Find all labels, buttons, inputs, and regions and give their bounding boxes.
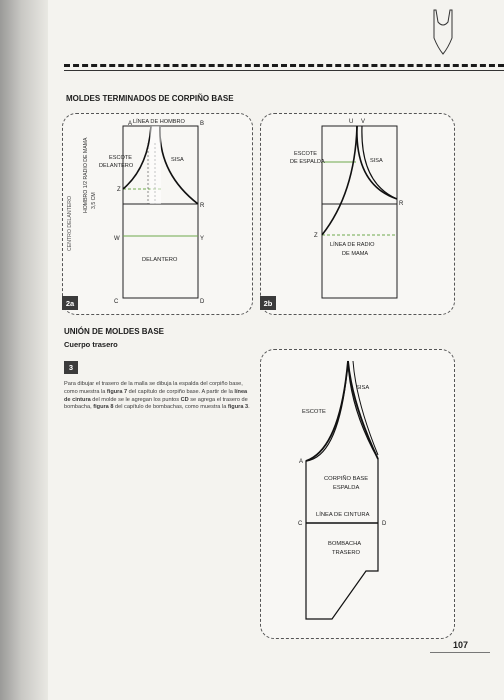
figure-2b-badge: 2b [260, 296, 276, 310]
text-run: . [248, 404, 250, 411]
bold-run: CD [180, 396, 189, 403]
hombro-radio-label: HOMBRO 1/2 RADIO DE MAMA [83, 137, 89, 213]
swimsuit-thumbnail-icon [428, 8, 458, 58]
text-run: del molde se le agregan los puntos [90, 396, 181, 403]
medida-label: 3,5 CM [91, 192, 97, 209]
bold-run: figura 8 [93, 404, 114, 411]
de-mama-label: DE MAMA [342, 251, 369, 257]
trasero-label: TRASERO [332, 550, 361, 556]
sisa-3-label: SISA [356, 385, 370, 391]
espalda-label: DE ESPALDA [290, 159, 325, 165]
delantero-label: DELANTERO [99, 163, 134, 169]
instruction-paragraph [64, 381, 254, 412]
figure-2b-drawing [260, 113, 453, 313]
point-b: B [200, 121, 205, 127]
escote-espalda-label: ESCOTE [294, 151, 318, 157]
figure-2a-drawing [62, 113, 251, 313]
sisa-label: SISA [171, 157, 184, 163]
point-z: Z [117, 187, 121, 193]
sisa-2b-label: SISA [370, 158, 383, 164]
bombacha-label: BOMBACHA [328, 541, 362, 547]
page-number-rule [430, 652, 490, 653]
point-v: V [361, 119, 366, 125]
text-run: del capítulo de corpiño base. A partir de la [127, 388, 235, 395]
point-c-3: C [298, 521, 303, 527]
linea-hombro-label: LÍNEA DE HOMBRO [133, 119, 185, 125]
figure-3-drawing [260, 349, 453, 637]
centro-delantero-label: CENTRO DELANTERO [67, 195, 73, 251]
point-r-2b: R [399, 201, 404, 207]
escote-label: ESCOTE [109, 155, 133, 161]
header-dashed-rule [64, 64, 504, 67]
point-a-3: A [299, 459, 304, 465]
espalda-3-label: ESPALDA [333, 485, 360, 491]
point-d: D [200, 299, 205, 305]
section-heading-union: UNIÓN DE MOLDES BASE [64, 327, 165, 336]
figure-2a-badge: 2a [62, 296, 78, 310]
corpino-base-label: CORPIÑO BASE [324, 476, 369, 482]
section-heading-moldes: MOLDES TERMINADOS DE CORPIÑO BASE [66, 94, 234, 103]
point-a: A [128, 121, 133, 127]
book-gutter [0, 0, 48, 700]
delantero-area-label: DELANTERO [142, 257, 178, 263]
escote-3-label: ESCOTE [302, 409, 326, 415]
text-run: se agrega el trasero de bombacha, [64, 396, 248, 411]
bold-run: figura 7 [106, 388, 128, 395]
figure-3-badge: 3 [64, 361, 78, 374]
linea-radio-label: LÍNEA DE RADIO [330, 242, 375, 248]
bold-run: figura 3 [227, 404, 249, 411]
point-r: R [200, 203, 205, 209]
point-d-3: D [382, 521, 387, 527]
text-run: del capítulo de bombachas, como muestra la [113, 404, 228, 411]
point-w: W [114, 236, 120, 242]
text-run: Para dibujar el trasero de la malla se dibuja la espalda del corpiño base, como muestra la [64, 381, 243, 395]
header-rule [64, 70, 504, 71]
linea-cintura-label: LÍNEA DE CINTURA [316, 512, 370, 518]
point-y: Y [200, 236, 205, 242]
point-u: U [349, 119, 354, 125]
bold-run: línea de cintura [64, 388, 248, 403]
point-c: C [114, 299, 119, 305]
page-number: 107 [453, 640, 469, 650]
point-z-2b: Z [314, 233, 318, 239]
subheading-cuerpo-trasero: Cuerpo trasero [64, 340, 118, 349]
